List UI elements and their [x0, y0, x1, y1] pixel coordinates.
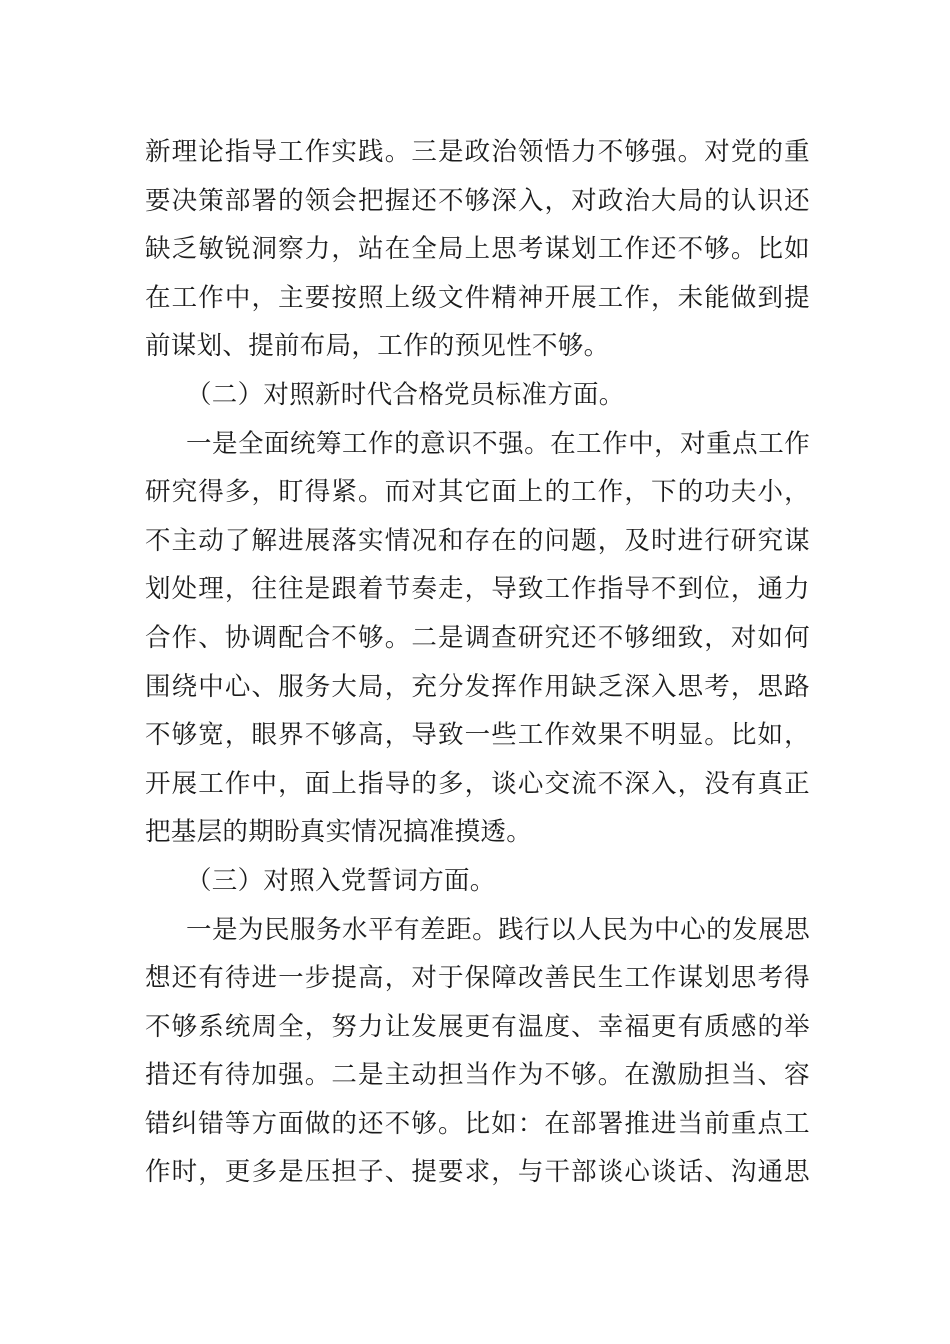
text-line: 不主动了解进展落实情况和存在的问题，及时进行研究谋 [145, 525, 810, 556]
text-line: 不够系统周全，努力让发展更有温度、幸福更有质感的举 [145, 1011, 810, 1042]
text-line: 要决策部署的领会把握还不够深入，对政治大局的认识还 [145, 185, 810, 216]
text-line: 一是为民服务水平有差距。践行以人民为中心的发展思 [186, 914, 810, 945]
text-line: 前谋划、提前布局，工作的预见性不够。 [145, 331, 610, 362]
text-line: 开展工作中，面上指导的多，谈心交流不深入，没有真正 [145, 768, 810, 799]
document-body [145, 128, 810, 1197]
text-line: 作时，更多是压担子、提要求，与干部谈心谈话、沟通思 [145, 1157, 810, 1188]
text-line: 措还有待加强。二是主动担当作为不够。在激励担当、容 [145, 1060, 810, 1091]
text-line: 研究得多，盯得紧。而对其它面上的工作，下的功夫小， [145, 477, 810, 508]
text-line: 在工作中，主要按照上级文件精神开展工作，未能做到提 [145, 282, 810, 313]
text-line: 把基层的期盼真实情况搞准摸透。 [145, 817, 533, 848]
text-line: 合作、协调配合不够。二是调查研究还不够细致，对如何 [145, 622, 810, 653]
text-line: 围绕中心、服务大局，充分发挥作用缺乏深入思考，思路 [145, 671, 810, 702]
text-line: 缺乏敏锐洞察力，站在全局上思考谋划工作还不够。比如 [145, 234, 810, 265]
text-line: 新理论指导工作实践。三是政治领悟力不够强。对党的重 [145, 137, 810, 167]
text-line: 想还有待进一步提高，对于保障改善民生工作谋划思考得 [145, 963, 810, 994]
text-line: 错纠错等方面做的还不够。比如：在部署推进当前重点工 [145, 1108, 810, 1139]
text-line: 不够宽，眼界不够高，导致一些工作效果不明显。比如， [145, 720, 810, 751]
section-heading: （三）对照入党誓词方面。 [186, 865, 496, 896]
text-line: 划处理，往往是跟着节奏走，导致工作指导不到位，通力 [145, 574, 810, 605]
section-heading: （二）对照新时代合格党员标准方面。 [186, 379, 625, 410]
text-line: 一是全面统筹工作的意识不强。在工作中，对重点工作 [186, 428, 810, 459]
